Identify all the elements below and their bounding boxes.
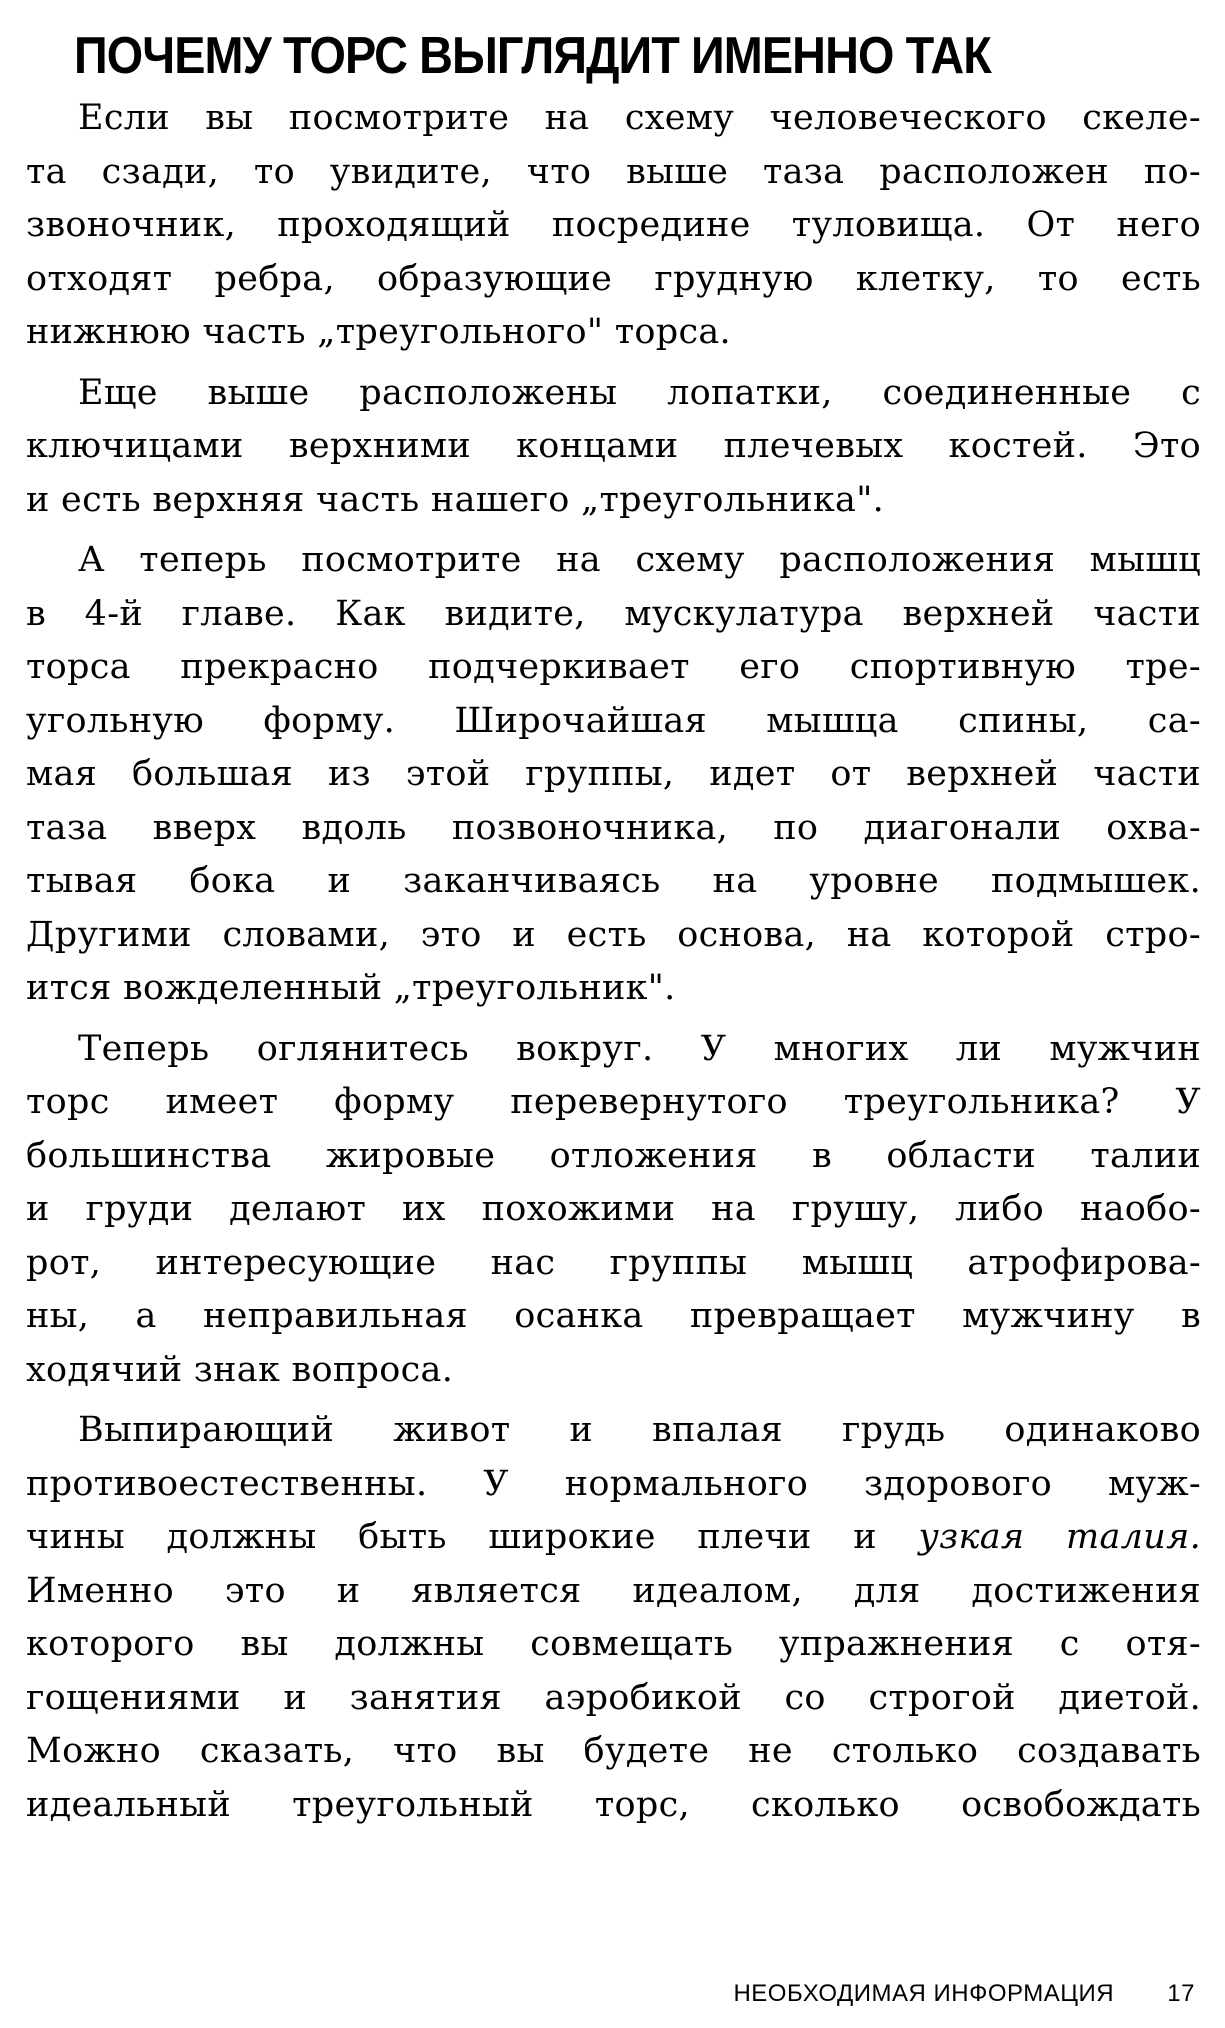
text-line: тывая бока и заканчиваясь на уровне подмышек. [26, 861, 1201, 901]
text-line: гощениями и занятия аэробикой со строгой диетой. [26, 1677, 1201, 1718]
text-line: ится вожделенный „треугольник". [26, 968, 676, 1008]
text-line: торса прекрасно подчеркивает его спортивную тре- [26, 647, 1201, 687]
text-line-with-emphasis [26, 1511, 1201, 1565]
paragraph-4 [26, 1023, 1201, 1398]
text-line: Теперь оглянитесь вокруг. У многих ли мужчин [78, 1028, 1201, 1069]
text-line: Именно это и является идеалом, для достижения [26, 1570, 1201, 1611]
text-line: большинства жировые отложения в области талии [26, 1135, 1201, 1176]
text-line: Если вы посмотрите на схему человеческого скеле- [78, 98, 1201, 138]
text-line: та сзади, то увидите, что выше таза расположен по- [26, 151, 1201, 192]
page-footer [733, 1980, 1195, 2008]
text-line: Выпирающий живот и впалая грудь одинаково [78, 1410, 1201, 1450]
page-number: 17 [1167, 1980, 1195, 2007]
text-line: А теперь посмотрите на схему расположения мышц [78, 540, 1201, 580]
text-line: таза вверх вдоль позвоночника, по диагонали охва- [26, 807, 1201, 848]
text-line: мая большая из этой группы, идет от верхней части [26, 754, 1201, 794]
paragraph-3 [26, 534, 1201, 1016]
text-line: Еще выше расположены лопатки, соединенные с [78, 372, 1201, 413]
text-line: которого вы должны совмещать упражнения с отя- [26, 1624, 1201, 1664]
emphasis-text: узкая талия. [918, 1517, 1201, 1557]
text-line: Можно сказать, что вы будете не столько создавать [26, 1731, 1201, 1771]
text-line: противоестественны. У нормального здорового муж- [26, 1463, 1201, 1504]
body-text [26, 92, 1201, 1832]
text-line: звоночник, проходящий посредине туловища. От него [26, 205, 1201, 245]
text-line: идеальный треугольный торс, сколько освобождать [26, 1784, 1201, 1825]
book-page [26, 0, 1201, 2028]
text-line: и есть верхняя часть нашего „треугольника". [26, 479, 885, 520]
text-line: нижнюю часть „треугольного" торса. [26, 312, 731, 352]
section-heading: ПОЧЕМУ ТОРС ВЫГЛЯДИТ ИМЕННО ТАК [74, 27, 991, 85]
text-line: и груди делают их похожими на грушу, либо наобо- [26, 1189, 1201, 1229]
running-footer-title: НЕОБХОДИМАЯ ИНФОРМАЦИЯ [733, 1980, 1115, 2007]
text-line: рот, интересующие нас группы мышц атрофирова- [26, 1242, 1201, 1283]
text-line: Другими словами, это и есть основа, на которой стро- [26, 914, 1201, 955]
text-fragment: чины должны быть широкие плечи и [26, 1517, 919, 1557]
text-line: торс имеет форму перевернутого треугольника? У [26, 1082, 1201, 1122]
paragraph-2 [26, 367, 1201, 528]
text-line: ходячий знак вопроса. [26, 1349, 454, 1390]
text-line: ключицами верхними концами плечевых костей. Это [26, 426, 1201, 466]
text-line: ны, а неправильная осанка превращает мужчину в [26, 1296, 1201, 1336]
text-line: в 4-й главе. Как видите, мускулатура верхней части [26, 593, 1201, 634]
text-line: угольную форму. Широчайшая мышца спины, са- [26, 700, 1201, 741]
text-line: отходят ребра, образующие грудную клетку, то есть [26, 258, 1201, 299]
paragraph-5 [26, 1404, 1201, 1832]
paragraph-1 [26, 92, 1201, 360]
